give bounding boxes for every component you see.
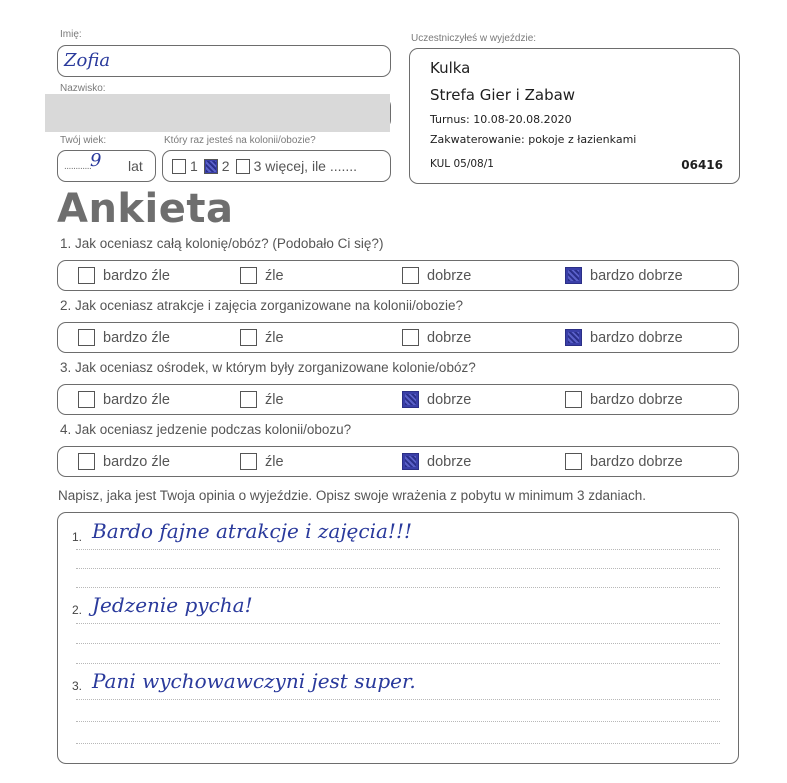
age-unit: lat (128, 158, 143, 174)
question-2-text: 2. Jak oceniasz atrakcje i zajęcia zorganizowane na kolonii/obozie? (60, 298, 463, 313)
times-field (162, 150, 391, 182)
trip-card (409, 48, 740, 184)
surname-label: Nazwisko: (60, 83, 106, 94)
name-value: Zofia (64, 50, 111, 71)
question-1-options (57, 260, 739, 291)
name-field[interactable] (57, 45, 391, 77)
name-label: Imię: (60, 29, 82, 40)
q2-option-zle[interactable]: źle (240, 323, 284, 352)
dotted-line (76, 568, 720, 569)
q2-option-bardzo-dobrze[interactable]: bardzo dobrze (565, 323, 683, 352)
checkbox-checked-icon[interactable] (402, 453, 419, 470)
question-1-text: 1. Jak oceniasz całą kolonię/obóz? (Podobało Ci się?) (60, 236, 384, 251)
age-dots: ............ (64, 161, 92, 172)
checkbox-icon[interactable] (565, 453, 582, 470)
card-turnus: Turnus: 10.08-20.08.2020 (430, 113, 572, 126)
q4-option-dobrze[interactable]: dobrze (402, 447, 471, 476)
checkbox-icon[interactable] (565, 391, 582, 408)
dotted-line (76, 743, 720, 744)
card-program: Strefa Gier i Zabaw (430, 86, 576, 104)
times-option-2-label: 2 (221, 158, 230, 174)
checkbox-icon[interactable] (240, 267, 257, 284)
q3-option-bardzo-zle[interactable]: bardzo źle (78, 385, 170, 414)
q1-option-bardzo-zle[interactable]: bardzo źle (78, 261, 170, 290)
q4-option-bardzo-dobrze[interactable]: bardzo dobrze (565, 447, 683, 476)
checkbox-icon[interactable] (402, 267, 419, 284)
redaction-block (45, 94, 390, 132)
card-code: KUL 05/08/1 (430, 158, 494, 170)
checkbox-checked-icon[interactable] (565, 329, 582, 346)
checkbox-icon[interactable] (78, 391, 95, 408)
age-field[interactable] (57, 150, 156, 182)
times-option-1-label: 1 (190, 158, 198, 174)
opinion-1-text: Bardo fajne atrakcje i zajęcia!!! (92, 519, 413, 543)
opinion-prompt: Napisz, jaka jest Twoja opinia o wyjeździe. Opisz swoje wrażenia z pobytu w minimum 3 zdaniach. (58, 488, 647, 503)
dotted-line (76, 699, 720, 700)
q3-option-bardzo-dobrze[interactable]: bardzo dobrze (565, 385, 683, 414)
dotted-line (76, 721, 720, 722)
times-option-2-checkbox[interactable] (204, 159, 218, 174)
times-option-3-checkbox[interactable] (236, 159, 250, 174)
participants-label: Uczestniczyłeś w wyjeździe: (411, 33, 537, 44)
checkbox-checked-icon[interactable] (402, 391, 419, 408)
survey-title: Ankieta (57, 186, 234, 232)
opinion-3-number: 3. (72, 679, 83, 693)
opinion-1-number: 1. (72, 530, 83, 544)
checkbox-checked-icon[interactable] (565, 267, 582, 284)
q1-option-dobrze[interactable]: dobrze (402, 261, 471, 290)
q1-option-zle[interactable]: źle (240, 261, 284, 290)
dotted-line (76, 549, 720, 550)
q3-option-dobrze[interactable]: dobrze (402, 385, 471, 414)
checkbox-icon[interactable] (240, 453, 257, 470)
checkbox-icon[interactable] (402, 329, 419, 346)
opinion-2-number: 2. (72, 603, 83, 617)
checkbox-icon[interactable] (240, 391, 257, 408)
checkbox-icon[interactable] (78, 267, 95, 284)
dotted-line (76, 643, 720, 644)
checkbox-icon[interactable] (240, 329, 257, 346)
opinion-box[interactable] (57, 512, 739, 764)
opinion-3-text: Pani wychowawczyni jest super. (92, 669, 416, 693)
question-4-text: 4. Jak oceniasz jedzenie podczas kolonii/obozu? (60, 422, 352, 437)
question-3-options (57, 384, 739, 415)
times-label: Który raz jesteś na kolonii/obozie? (164, 135, 316, 146)
card-accommodation: Zakwaterowanie: pokoje z łazienkami (430, 133, 637, 146)
checkbox-icon[interactable] (78, 329, 95, 346)
q3-option-zle[interactable]: źle (240, 385, 284, 414)
question-4-options (57, 446, 739, 477)
q1-option-bardzo-dobrze[interactable]: bardzo dobrze (565, 261, 683, 290)
dotted-line (76, 623, 720, 624)
q4-option-zle[interactable]: źle (240, 447, 284, 476)
times-option-1-checkbox[interactable] (172, 159, 186, 174)
opinion-2-text: Jedzenie pycha! (92, 593, 253, 617)
age-value: 9 (90, 150, 102, 171)
checkbox-icon[interactable] (78, 453, 95, 470)
q2-option-dobrze[interactable]: dobrze (402, 323, 471, 352)
question-3-text: 3. Jak oceniasz ośrodek, w którym były zorganizowane kolonie/obóz? (60, 360, 476, 375)
age-label: Twój wiek: (60, 135, 107, 146)
dotted-line (76, 663, 720, 664)
q2-option-bardzo-zle[interactable]: bardzo źle (78, 323, 170, 352)
question-2-options (57, 322, 739, 353)
q4-option-bardzo-zle[interactable]: bardzo źle (78, 447, 170, 476)
card-number: 06416 (681, 158, 723, 172)
times-option-3-label: 3 więcej, ile ....... (253, 158, 358, 174)
card-company: Kulka (430, 59, 471, 77)
dotted-line (76, 587, 720, 588)
